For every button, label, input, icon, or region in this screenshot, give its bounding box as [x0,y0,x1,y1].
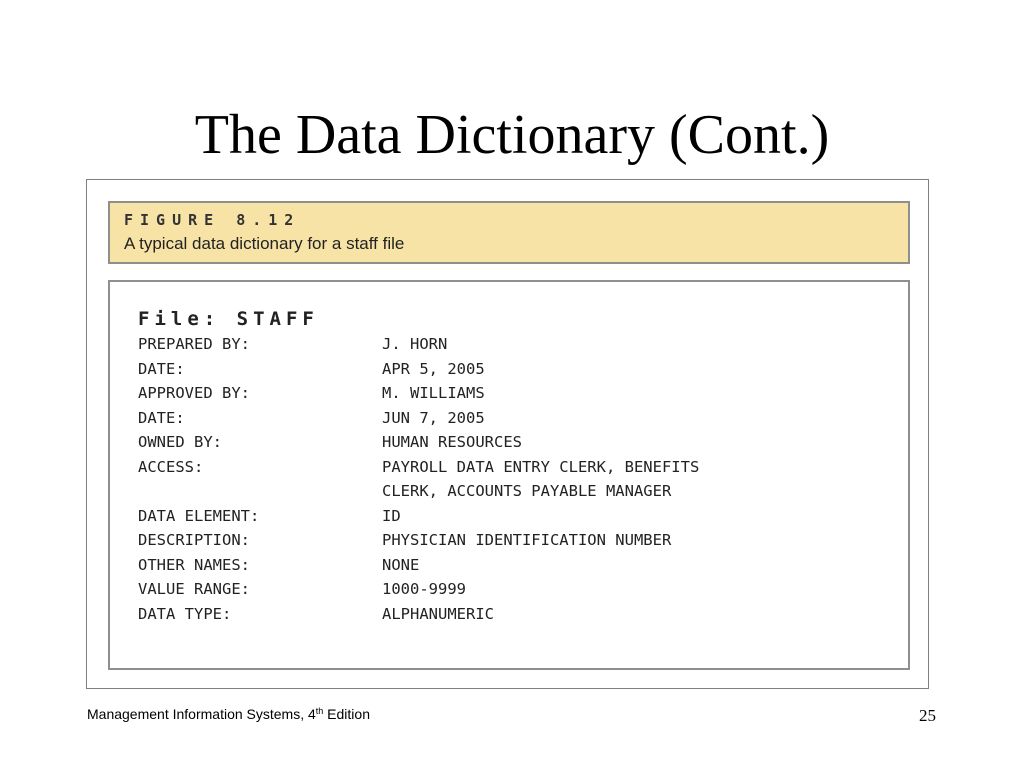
row-label: VALUE RANGE: [138,580,250,598]
row-label: OTHER NAMES: [138,555,250,574]
row-label: ACCESS: [138,457,204,476]
row-label: DESCRIPTION: [138,531,250,549]
row-label: OWNED BY: [138,433,222,451]
row-value: JUN 7, 2005 [382,408,485,427]
dictionary-row [138,528,898,553]
dictionary-row [138,430,898,455]
figure-label: FIGURE 8.12 [124,211,301,229]
row-value: M. WILLIAMS [382,384,485,402]
page-number: 25 [919,706,936,725]
footer-book-title [87,706,370,722]
row-value: NONE [382,555,420,574]
row-value: J. HORN [382,335,448,353]
dictionary-row [138,357,898,382]
dictionary-row [138,332,898,357]
dictionary-row [138,504,898,529]
row-value: CLERK, ACCOUNTS PAYABLE MANAGER [382,482,672,500]
row-value: HUMAN RESOURCES [382,433,522,451]
row-label: PREPARED BY: [138,335,250,353]
row-value: PHYSICIAN IDENTIFICATION NUMBER [382,531,672,549]
dictionary-row [138,406,898,431]
row-label [138,479,382,504]
row-value: 1000-9999 [382,580,466,598]
file-heading: File: STAFF [138,308,319,330]
footer-book-title-main: Management Information Systems, 4 [87,706,316,722]
figure-caption: A typical data dictionary for a staff file [124,234,405,253]
data-dictionary-box [108,280,910,670]
row-value: PAYROLL DATA ENTRY CLERK, BENEFITS [382,457,700,476]
row-label: DATE: [138,408,185,427]
dictionary-row [138,553,898,578]
row-label: DATE: [138,359,185,378]
dictionary-row [138,602,898,627]
row-label: DATA ELEMENT: [138,506,260,525]
row-label: APPROVED BY: [138,384,250,402]
slide-title: The Data Dictionary (Cont.) [194,104,830,166]
dictionary-row [138,455,898,480]
footer-edition-superscript: th [315,706,324,716]
figure-caption-box [108,201,910,264]
row-value: ID [382,506,401,525]
footer-book-title-suffix: Edition [323,706,370,722]
dictionary-row [138,381,898,406]
row-label: DATA TYPE: [138,604,232,623]
row-value: APR 5, 2005 [382,359,485,378]
dictionary-row [138,479,898,504]
figure-frame [86,179,929,689]
row-value: ALPHANUMERIC [382,604,494,623]
dictionary-rows [138,332,898,626]
dictionary-row [138,577,898,602]
